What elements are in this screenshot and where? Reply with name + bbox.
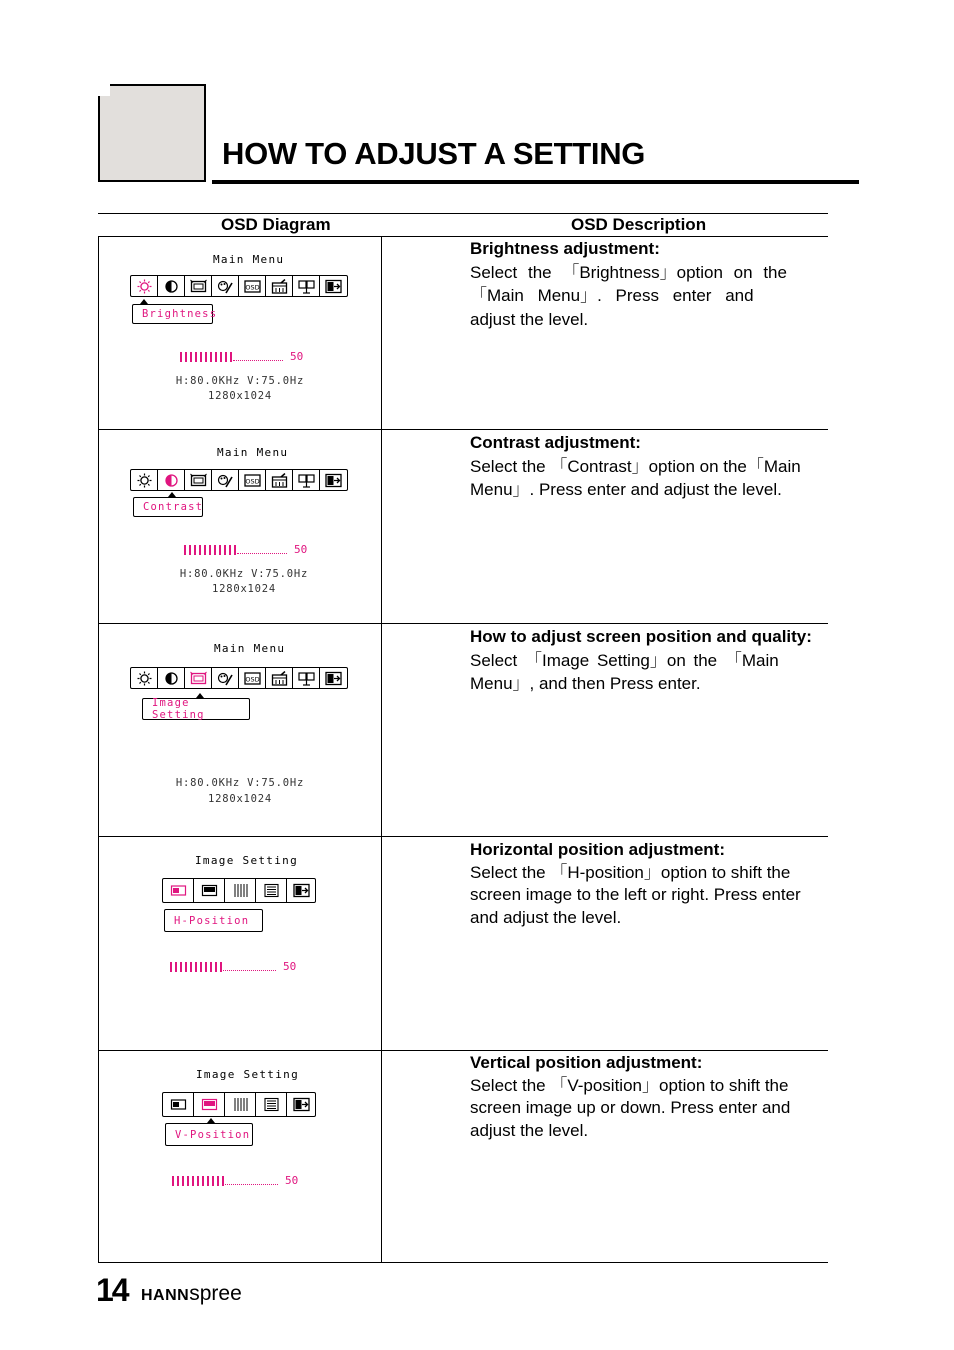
desc-title: Horizontal position adjustment: (470, 840, 725, 859)
row-divider (98, 836, 828, 837)
h-position-icon (163, 1093, 194, 1116)
brightness-icon (131, 668, 158, 688)
osd-item-label: H-Position (164, 909, 263, 932)
desc-v-position (470, 1051, 832, 1142)
desc-title: Brightness adjustment: (470, 239, 660, 258)
brand-light: spree (189, 1282, 242, 1305)
freq-info (170, 775, 310, 807)
freq-text: H:80.0KHz V:75.0Hz (179, 568, 309, 580)
level-bar (170, 960, 296, 973)
desc-line: 「Main Menu」. Press enter and (470, 286, 754, 305)
phase-icon (256, 879, 287, 902)
osd-image-setting-iconbar (162, 1092, 316, 1117)
table-top-rule (98, 213, 828, 214)
clock-icon (225, 879, 256, 902)
brightness-icon (131, 276, 158, 296)
osd-item-label: Image Setting (142, 698, 250, 720)
level-bar (180, 350, 303, 363)
resolution-text: 1280x1024 (207, 390, 273, 402)
level-track (225, 1176, 278, 1185)
toolbox-icon (266, 470, 293, 490)
level-value: 50 (285, 1174, 299, 1187)
osd-title: Main Menu (217, 446, 289, 459)
exit-icon (320, 276, 347, 296)
resolution-text: 1280x1024 (207, 793, 273, 805)
table-left-border (98, 236, 99, 1263)
toolbox-icon (266, 276, 293, 296)
level-fill (180, 352, 233, 362)
image-setting-icon (185, 470, 212, 490)
level-bar (184, 543, 307, 556)
contrast-icon (158, 470, 185, 490)
freq-info (170, 374, 310, 404)
freq-text: H:80.0KHz V:75.0Hz (175, 777, 305, 789)
desc-line: adjust the level. (470, 309, 589, 329)
v-position-icon (194, 879, 225, 902)
desc-body: Select the 「V-position」option to shift the screen image up or down. Press enter and adjust the level. (470, 1075, 791, 1140)
col-header-diagram: OSD Diagram (221, 215, 331, 234)
brightness-icon (131, 470, 158, 490)
osd-item-label: Contrast (133, 497, 203, 517)
osd-icon (239, 470, 266, 490)
page-number: 14 (96, 1272, 128, 1308)
level-fill (172, 1176, 225, 1186)
desc-title: Vertical position adjustment: (470, 1053, 703, 1072)
freq-info (174, 567, 314, 597)
level-value: 50 (283, 960, 297, 973)
exit-icon (287, 879, 315, 902)
desc-line: Select the 「Contrast」option on the「Main (470, 456, 801, 476)
contrast-icon (158, 668, 185, 688)
level-fill (170, 962, 223, 972)
input-icon (293, 470, 320, 490)
osd-icon (239, 276, 266, 296)
desc-line: Menu」, and then Press enter. (470, 674, 701, 693)
desc-line: Select the 「Brightness」option on the (470, 262, 787, 282)
osd-item-label: V-Position (165, 1123, 253, 1146)
osd-title: Image Setting (196, 1068, 299, 1081)
row-divider (98, 623, 828, 624)
h-position-icon (163, 879, 194, 902)
level-value: 50 (294, 543, 308, 556)
osd-title: Image Setting (195, 854, 298, 867)
resolution-text: 1280x1024 (211, 583, 277, 595)
level-fill (184, 545, 237, 555)
osd-title: Main Menu (213, 253, 285, 266)
desc-image-setting (470, 625, 832, 696)
image-setting-icon (185, 668, 212, 688)
osd-main-menu-iconbar (130, 275, 348, 297)
exit-icon (287, 1093, 315, 1116)
desc-brightness (470, 237, 832, 331)
tab-notch (96, 82, 110, 96)
level-track (223, 962, 276, 971)
table-bottom-rule (98, 1262, 828, 1263)
level-value: 50 (290, 350, 304, 363)
level-track (237, 545, 287, 554)
contrast-icon (158, 276, 185, 296)
title-rule (212, 180, 859, 184)
osd-main-menu-iconbar (130, 469, 348, 491)
clock-icon (225, 1093, 256, 1116)
row-divider (98, 429, 828, 430)
brand-logo (141, 1282, 242, 1306)
desc-title: How to adjust screen position and quality: (470, 627, 812, 646)
osd-main-menu-iconbar (130, 667, 348, 689)
level-bar (172, 1174, 298, 1187)
color-icon (212, 470, 239, 490)
osd-item-label: Brightness (132, 304, 213, 324)
col-header-description: OSD Description (571, 215, 707, 234)
desc-body: Select the 「H-position」option to shift the screen image to the left or right. Press enter and adjust the level. (470, 862, 801, 927)
v-position-icon (194, 1093, 225, 1116)
desc-line: Menu」. Press enter and adjust the level. (470, 480, 782, 499)
desc-contrast (470, 431, 832, 502)
input-icon (293, 668, 320, 688)
desc-line: Select 「Image Setting」on the 「Main (470, 650, 779, 670)
brand-bold: HANN (141, 1287, 190, 1304)
desc-title: Contrast adjustment: (470, 433, 641, 452)
page-title: HOW TO ADJUST A SETTING (222, 136, 646, 171)
level-track (233, 352, 283, 361)
desc-h-position (470, 838, 832, 929)
osd-icon (239, 668, 266, 688)
color-icon (212, 668, 239, 688)
color-icon (212, 276, 239, 296)
exit-icon (320, 470, 347, 490)
column-divider (381, 236, 382, 1263)
toolbox-icon (266, 668, 293, 688)
osd-image-setting-iconbar (162, 878, 316, 903)
input-icon (293, 276, 320, 296)
image-setting-icon (185, 276, 212, 296)
exit-icon (320, 668, 347, 688)
chapter-tab (98, 84, 206, 182)
phase-icon (256, 1093, 287, 1116)
freq-text: H:80.0KHz V:75.0Hz (175, 375, 305, 387)
osd-title: Main Menu (214, 642, 286, 655)
